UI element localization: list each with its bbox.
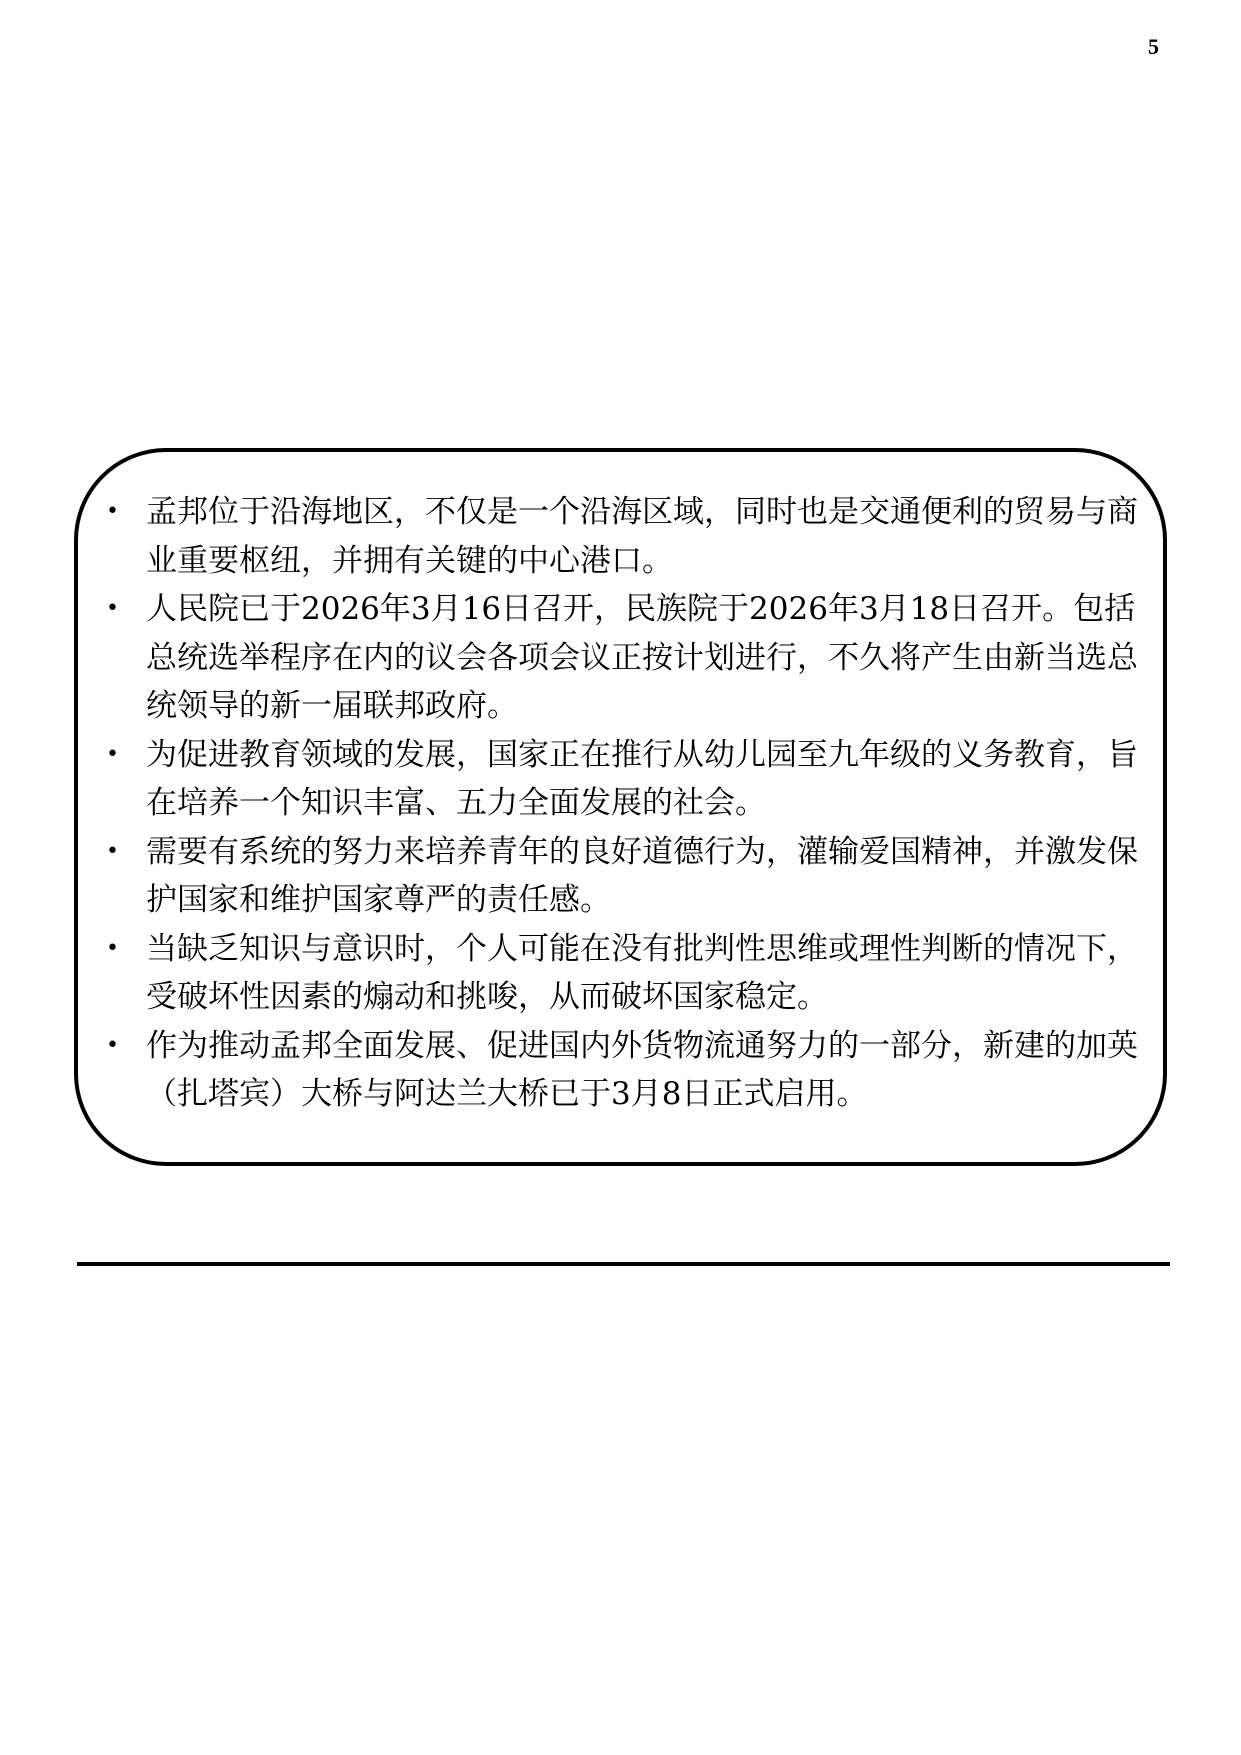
horizontal-rule xyxy=(77,1262,1170,1266)
page-number: 5 xyxy=(1148,34,1159,59)
bullet-item: • 当缺乏知识与意识时，个人可能在没有批判性思维或理性判断的情况下，受破坏性因素的煽动和挑唆，从而破坏国家稳定。 xyxy=(100,925,1150,1022)
bullet-item: • 孟邦位于沿海地区，不仅是一个沿海区域，同时也是交通便利的贸易与商业重要枢纽，并拥有关键的中心港口。 xyxy=(100,488,1150,585)
bullet-list xyxy=(100,488,1150,1119)
bullet-item: • 为促进教育领域的发展，国家正在推行从幼儿园至九年级的义务教育，旨在培养一个知识丰富、五力全面发展的社会。 xyxy=(100,731,1150,828)
bullet-item: • 作为推动孟邦全面发展、促进国内外货物流通努力的一部分，新建的加英（扎塔宾）大桥与阿达兰大桥已于3月8日正式启用。 xyxy=(100,1022,1150,1119)
bullet-item: • 需要有系统的努力来培养青年的良好道德行为，灌输爱国精神，并激发保护国家和维护国家尊严的责任感。 xyxy=(100,828,1150,925)
bullet-item: • 人民院已于2026年3月16日召开，民族院于2026年3月18日召开。包括总统选举程序在内的议会各项会议正按计划进行，不久将产生由新当选总统领导的新一届联邦政府。 xyxy=(100,585,1150,731)
